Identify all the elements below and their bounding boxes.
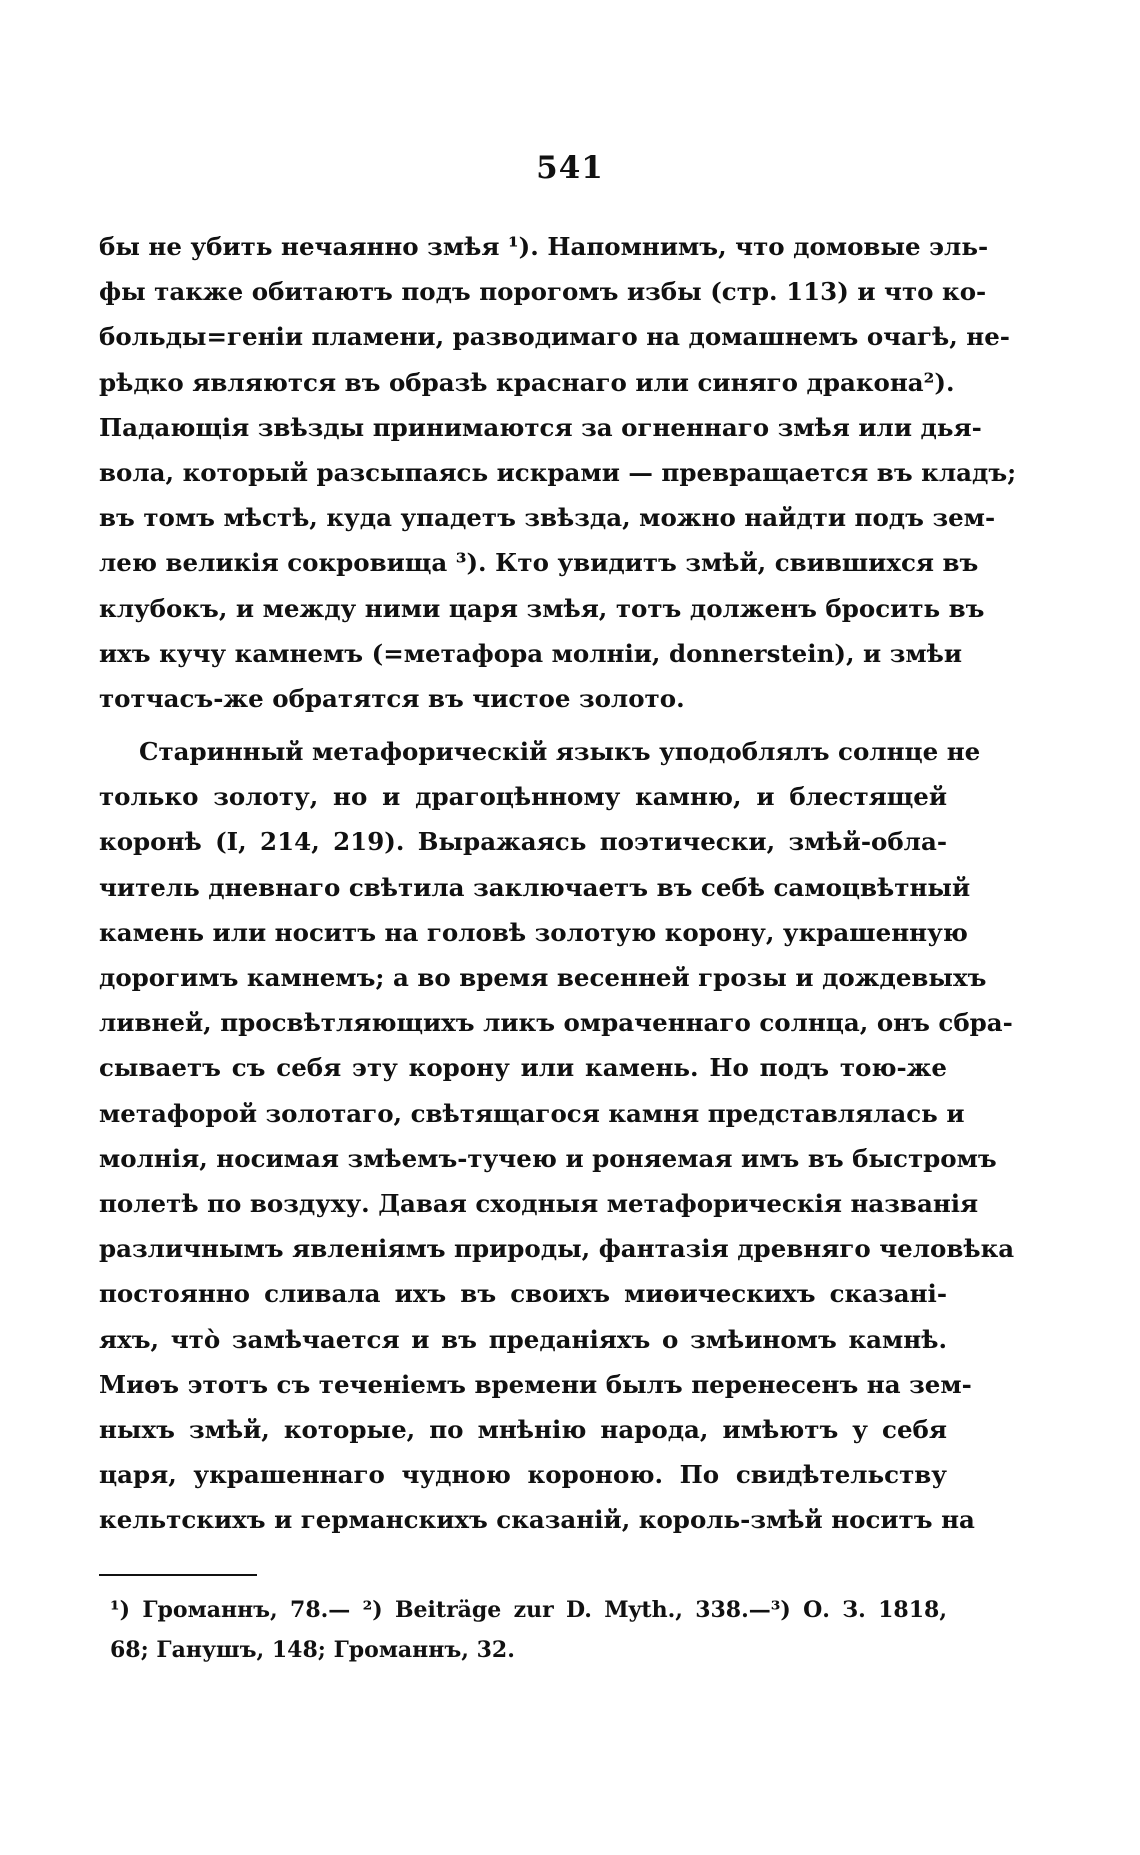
footnote-line: 68; Ганушъ, 148; Громаннъ, 32. bbox=[110, 1637, 515, 1663]
text-line: только золоту, но и драгоцѣнному камню, и блестящей bbox=[99, 782, 947, 812]
footnote-line: ¹) Громаннъ, 78.— ²) Beiträge zur D. Myth., 338.—³) О. З. 1818, bbox=[110, 1597, 947, 1623]
text-line: яхъ, что̀ замѣчается и въ преданіяхъ о змѣиномъ камнѣ. bbox=[99, 1324, 947, 1354]
text-line: полетѣ по воздуху. Давая сходныя метафорическія названія bbox=[99, 1188, 979, 1218]
text-line: больды=геніи пламени, разводимаго на домашнемъ очагѣ, не- bbox=[99, 322, 1010, 352]
paragraph-first-line: Старинный метафорическій языкъ уподоблялъ солнце не bbox=[139, 737, 981, 767]
text-line: камень или носитъ на головѣ золотую корону, украшенную bbox=[99, 917, 968, 947]
text-line: различнымъ явленіямъ природы, фантазія древняго человѣка bbox=[99, 1234, 1015, 1264]
text-line: дорогимъ камнемъ; а во время весенней грозы и дождевыхъ bbox=[99, 963, 987, 992]
text-line: лею великія сокровища ³). Кто увидитъ змѣй, свившихся въ bbox=[99, 548, 979, 578]
text-line: ныхъ змѣй, которые, по мнѣнію народа, имѣютъ у себя bbox=[99, 1414, 947, 1444]
text-line: рѣдко являются въ образѣ краснаго или синяго дракона²). bbox=[99, 367, 955, 397]
body-text bbox=[99, 224, 1017, 1542]
footnotes bbox=[110, 1590, 947, 1670]
text-line: вола, который разсыпаясь искрами — превращается въ кладъ; bbox=[99, 457, 1017, 487]
footnote-divider bbox=[99, 1574, 257, 1576]
text-line: кельтскихъ и германскихъ сказаній, король-змѣй носитъ на bbox=[99, 1505, 975, 1535]
text-line: молнія, носимая змѣемъ-тучею и роняемая имъ въ быстромъ bbox=[99, 1143, 997, 1173]
text-line: постоянно сливала ихъ въ своихъ миѳическихъ сказані- bbox=[99, 1279, 947, 1309]
text-line: читель дневнаго свѣтила заключаетъ въ себѣ самоцвѣтный bbox=[99, 872, 971, 902]
text-line: ливней, просвѣтляющихъ ликъ омраченнаго солнца, онъ сбра- bbox=[99, 1008, 1013, 1038]
text-line: сываетъ съ себя эту корону или камень. Но подъ тою-же bbox=[99, 1053, 947, 1083]
text-line: царя, украшеннаго чудною короною. По свидѣтельству bbox=[99, 1460, 947, 1490]
text-line: фы также обитаютъ подъ порогомъ избы (стр. 113) и что ко- bbox=[99, 277, 987, 307]
text-line: бы не убить нечаянно змѣя ¹). Напомнимъ, что домовые эль- bbox=[99, 232, 989, 261]
text-line: тотчасъ-же обратятся въ чистое золото. bbox=[99, 683, 685, 713]
text-line: коронѣ (I, 214, 219). Выражаясь поэтически, змѣй-обла- bbox=[99, 827, 947, 857]
page-number: 541 bbox=[536, 150, 604, 186]
text-line: Миѳъ этотъ съ теченіемъ времени былъ перенесенъ на зем- bbox=[99, 1369, 972, 1399]
text-line: метафорой золотаго, свѣтящагося камня представлялась и bbox=[99, 1098, 965, 1128]
text-line: Падающія звѣзды принимаются за огненнаго змѣя или дья- bbox=[99, 412, 982, 442]
text-line: клубокъ, и между ними царя змѣя, тотъ долженъ бросить въ bbox=[99, 593, 985, 623]
text-line: ихъ кучу камнемъ (=метафора молніи, donnerstein), и змѣи bbox=[99, 638, 963, 668]
text-line: въ томъ мѣстѣ, куда упадетъ звѣзда, можно найдти подъ зем- bbox=[99, 503, 996, 533]
